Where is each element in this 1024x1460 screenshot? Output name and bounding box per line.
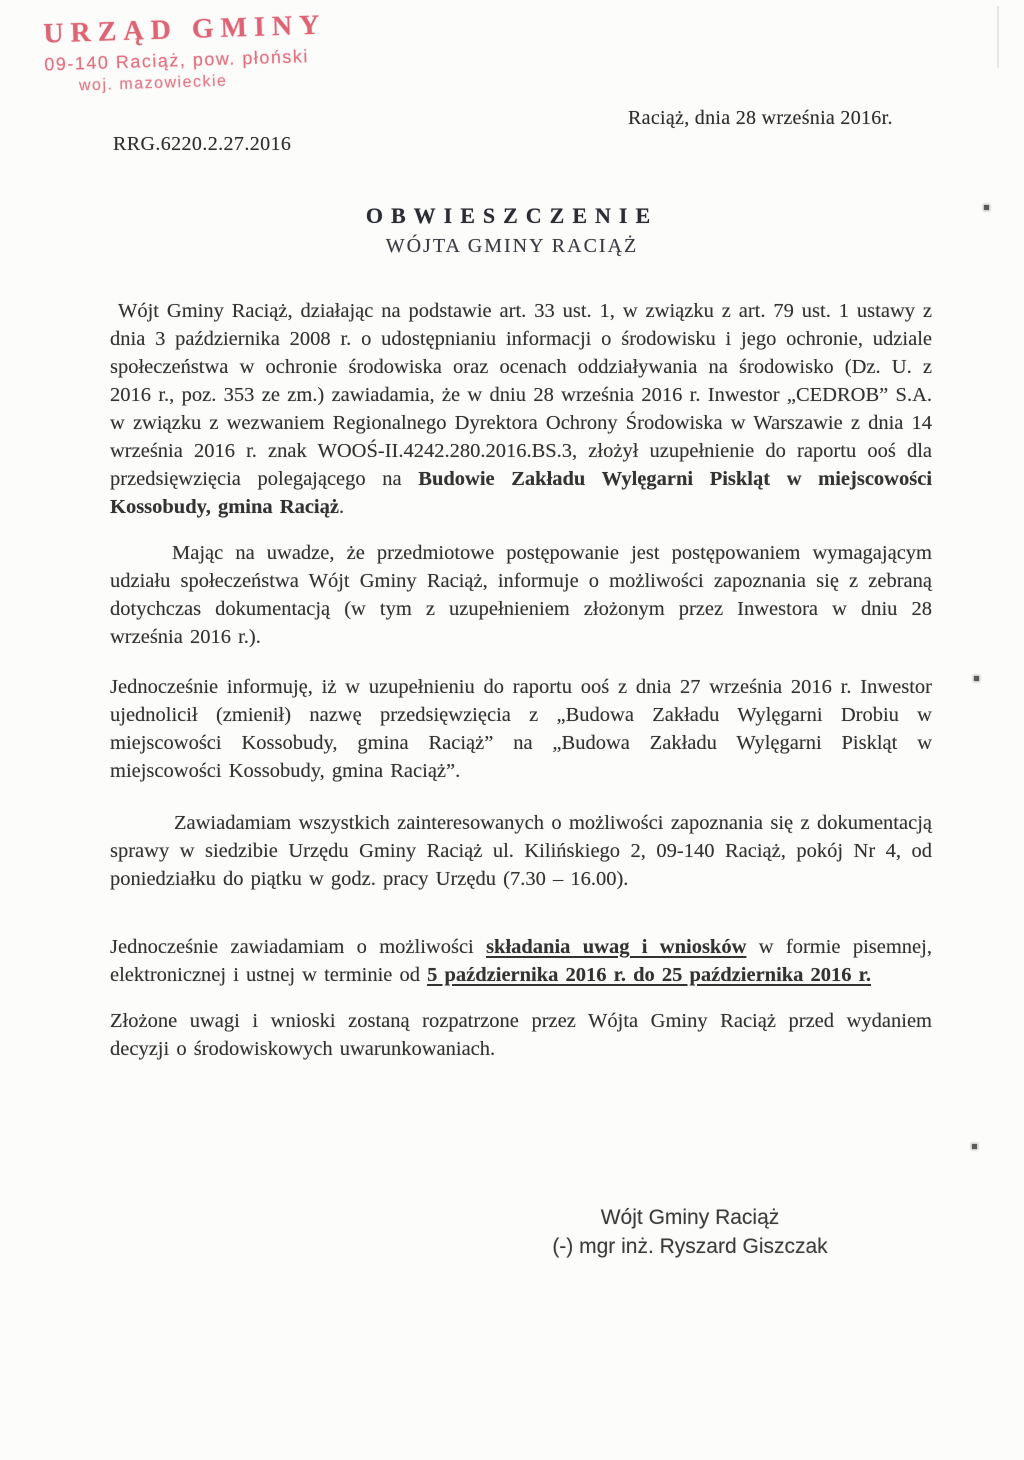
title-block [0, 203, 1024, 258]
notice-subtitle: WÓJTA GMINY RACIĄŻ [385, 235, 639, 257]
paragraph-decision-note: Złożone uwagi i wnioski zostaną rozpatrzone przez Wójta Gminy Raciąż przed wydaniem decyzji o środowiskowych uwarunkowaniach. [110, 1010, 932, 1060]
signature-name: (-) mgr inż. Ryszard Giszczak [552, 1235, 828, 1258]
scan-artifact-dot [972, 1144, 977, 1149]
scan-artifact-dot [984, 205, 989, 210]
paragraph-documentation-access: Zawiadamiam wszystkich zainteresowanych o możliwości zapoznania się z dokumentacją sprawy w siedzibie Urzędu Gminy Raciąż ul. Kilińskiego 2, 09-140 Raciąż, pokój Nr 4, od poniedziałku do piątku w godz. pracy Urzędu (7.30 – 16.00). [110, 812, 932, 890]
p1-text: Wójt Gminy Raciąż, działając na podstawie art. 33 ust. 1, w związku z art. 79 ust. 1 ustawy z dnia 3 października 2008 r. o udostępnianiu informacji o środowisku i jego ochronie, udziale społeczeństwa w ochronie środowiska oraz ocenach oddziaływania na środowisko (Dz. U. z 2016 r., poz. 353 ze zm.) zawiadamia, że w dniu 28 września 2016 r. Inwestor „CEDROB” S.A. w związku z wezwaniem Regionalnego Dyrektora Ochrony Środowiska w Warszawie z dnia 14 września 2016 r. znak WOOŚ-II.4242.280.2016.BS.3, złożył uzupełnienie do raportu ooś dla przedsięwzięcia polegającego na [110, 300, 932, 490]
stamp-voivodeship: woj. mazowieckie [78, 72, 228, 95]
paragraph-legal-basis [110, 297, 932, 521]
scan-artifact-line [997, 6, 999, 68]
p5-date-range-underlined: 5 października 2016 r. do 25 października 2016 r. [427, 964, 872, 986]
notice-title: OBWIESZCZENIE [365, 203, 659, 228]
p1-period: . [338, 496, 345, 518]
p5-comments-phrase-underlined: składania uwag i wniosków [486, 936, 747, 958]
p1-project-name-bold: Budowie Zakładu Wylęgarni Piskląt w miejscowości Kossobudy, gmina Raciąż [110, 468, 933, 518]
p5-text-2: w formie pisemnej, elektronicznej i ustnej w terminie od [110, 936, 932, 986]
paragraph-comments-deadline [110, 933, 932, 989]
stamp-office-name: URZĄD GMINY [42, 9, 327, 50]
stamp-address: 09-140 Raciąż, pow. płoński [43, 46, 310, 75]
p5-text-1: Jednocześnie zawiadamiam o możliwości [110, 936, 487, 958]
notice-body [110, 297, 932, 1063]
office-stamp [43, 10, 328, 97]
paragraph-name-change: Jednocześnie informuję, iż w uzupełnieniu do raportu ooś z dnia 27 września 2016 r. Inwestor ujednolicił (zmienił) nazwę przedsięwzięcia z „Budowa Zakładu Wylęgarni Drobiu w miejscowości Kossobudy, gmina Raciąż” na „Budowa Zakładu Wylęgarni Piskląt w miejscowości Kossobudy, gmina Raciąż”. [110, 676, 932, 782]
paragraph-public-participation: Mając na uwadze, że przedmiotowe postępowanie jest postępowaniem wymagającym udziału społeczeństwa Wójt Gminy Raciąż, informuje o możliwości zapoznania się z zebraną dotychczas dokumentacją (w tym z uzupełnieniem złożonym przez Inwestora w dniu 28 września 2016 r.). [110, 542, 932, 648]
signature-block [510, 1203, 870, 1261]
reference-number: RRG.6220.2.27.2016 [113, 133, 292, 155]
scan-artifact-dot [974, 676, 979, 681]
date-line: Raciąż, dnia 28 września 2016r. [628, 107, 893, 129]
signature-title: Wójt Gminy Raciąż [600, 1206, 780, 1229]
